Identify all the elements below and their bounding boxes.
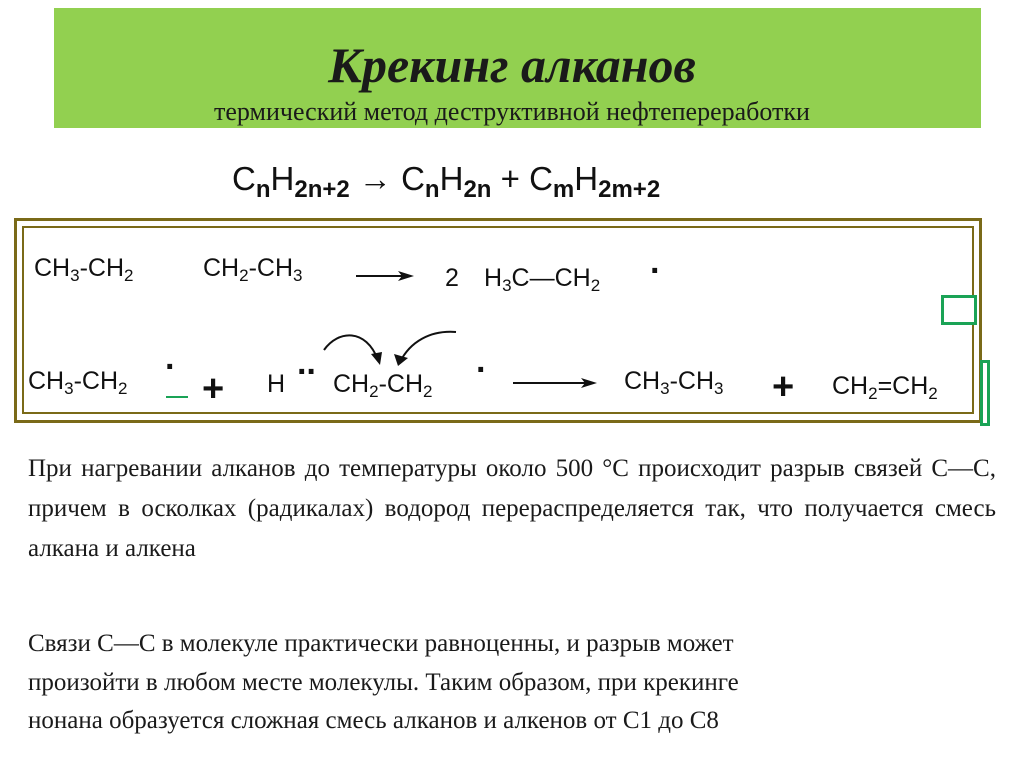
chem-index: 2 (369, 382, 379, 401)
paragraph2-line: нонана образуется сложная смесь алканов и алкенов от С1 до С8 (28, 707, 719, 734)
chem-text: CH (832, 372, 869, 400)
chem-text: =CH (877, 372, 929, 400)
green-bar-decoration (980, 360, 990, 426)
reaction2-ethane (624, 367, 723, 399)
explanation-paragraph-2 (28, 625, 996, 741)
general-cracking-formula (232, 160, 660, 204)
chem-index: 2 (868, 384, 878, 403)
chem-text: CH (554, 264, 591, 292)
chem-text: -CH (73, 367, 119, 395)
paragraph2-line: произойти в любом месте молекулы. Таким образом, при крекинге (28, 668, 739, 696)
chem-index: 2 (239, 266, 249, 285)
single-bond: — (529, 264, 555, 292)
reaction2-ethyl-radical (28, 367, 127, 399)
formula-alkane-h-index: 2m+2 (598, 176, 661, 203)
reaction1-fragment-a (34, 254, 133, 286)
formula-reactant-c: C (232, 160, 256, 197)
green-underline-mark (166, 396, 188, 398)
formula-alkane-c-index: m (552, 176, 575, 203)
reaction1-fragment-b (203, 254, 302, 286)
reaction2-ethylene (832, 372, 938, 404)
paragraph2-line: Связи С—С в молекуле практически равноценны, и разрыв может (28, 630, 734, 657)
formula-alkane-h: H (574, 160, 599, 197)
formula-alkene-c-index: n (424, 176, 440, 203)
explanation-paragraph-1: При нагревании алканов до температуры около 500 °С происходит разрыв связей С—С, причем в осколках (радикалах) водород перераспределяется так, что получается смесь алкана и алкена (28, 455, 996, 562)
chem-text: -CH (669, 367, 715, 395)
chem-text: CH (624, 367, 661, 395)
chem-text: -CH (248, 254, 294, 282)
reaction2-donor-radical-dot: · (476, 351, 488, 389)
reaction2-plus-products: + (772, 366, 795, 408)
formula-reactant-h-index: 2n+2 (294, 176, 350, 203)
formula-alkene-h: H (439, 160, 464, 197)
chem-index: 2 (590, 276, 601, 295)
chem-index: 3 (502, 276, 512, 295)
chem-index: 2 (928, 384, 938, 403)
reaction2-radical-dot: · (165, 348, 177, 386)
chem-text: CH (333, 370, 370, 398)
formula-plus: + (500, 160, 520, 197)
chem-text: CH (203, 254, 240, 282)
green-square-decoration (941, 295, 977, 325)
chem-index: 2 (118, 379, 128, 398)
reaction2-plus: + (202, 368, 225, 410)
chem-index: 3 (714, 379, 724, 398)
reaction2-bond-electrons: ·· (297, 353, 316, 391)
chem-index: 3 (64, 379, 74, 398)
reaction1-arrow (356, 268, 416, 284)
formula-arrow: → (358, 160, 392, 197)
reaction1-coefficient: 2 (445, 264, 459, 292)
reaction1-product (484, 264, 600, 296)
slide-subtitle: термический метод деструктивной нефтепереработки (214, 97, 810, 126)
reaction1-radical-dot: · (650, 252, 662, 290)
electron-shift-curved-arrows (318, 324, 468, 370)
chem-index: 3 (70, 266, 80, 285)
chem-text: C (511, 264, 530, 292)
chem-text: CH (28, 367, 65, 395)
reaction2-arrow (513, 375, 599, 391)
formula-alkene-c: C (401, 160, 425, 197)
reaction2-ethyl-donor (333, 370, 432, 402)
chem-index: 3 (293, 266, 303, 285)
chem-text: -CH (378, 370, 424, 398)
formula-alkane-c: C (529, 160, 553, 197)
formula-reactant-h: H (270, 160, 295, 197)
chem-text: H (484, 264, 503, 292)
slide-title: Крекинг алканов (328, 37, 696, 93)
formula-alkene-h-index: 2n (463, 176, 492, 203)
chem-index: 2 (124, 266, 134, 285)
reaction2-hydrogen: H (267, 370, 286, 398)
formula-reactant-c-index: n (255, 176, 271, 203)
chem-index: 2 (423, 382, 433, 401)
chem-index: 3 (660, 379, 670, 398)
chem-text: -CH (79, 254, 125, 282)
chem-text: CH (34, 254, 71, 282)
